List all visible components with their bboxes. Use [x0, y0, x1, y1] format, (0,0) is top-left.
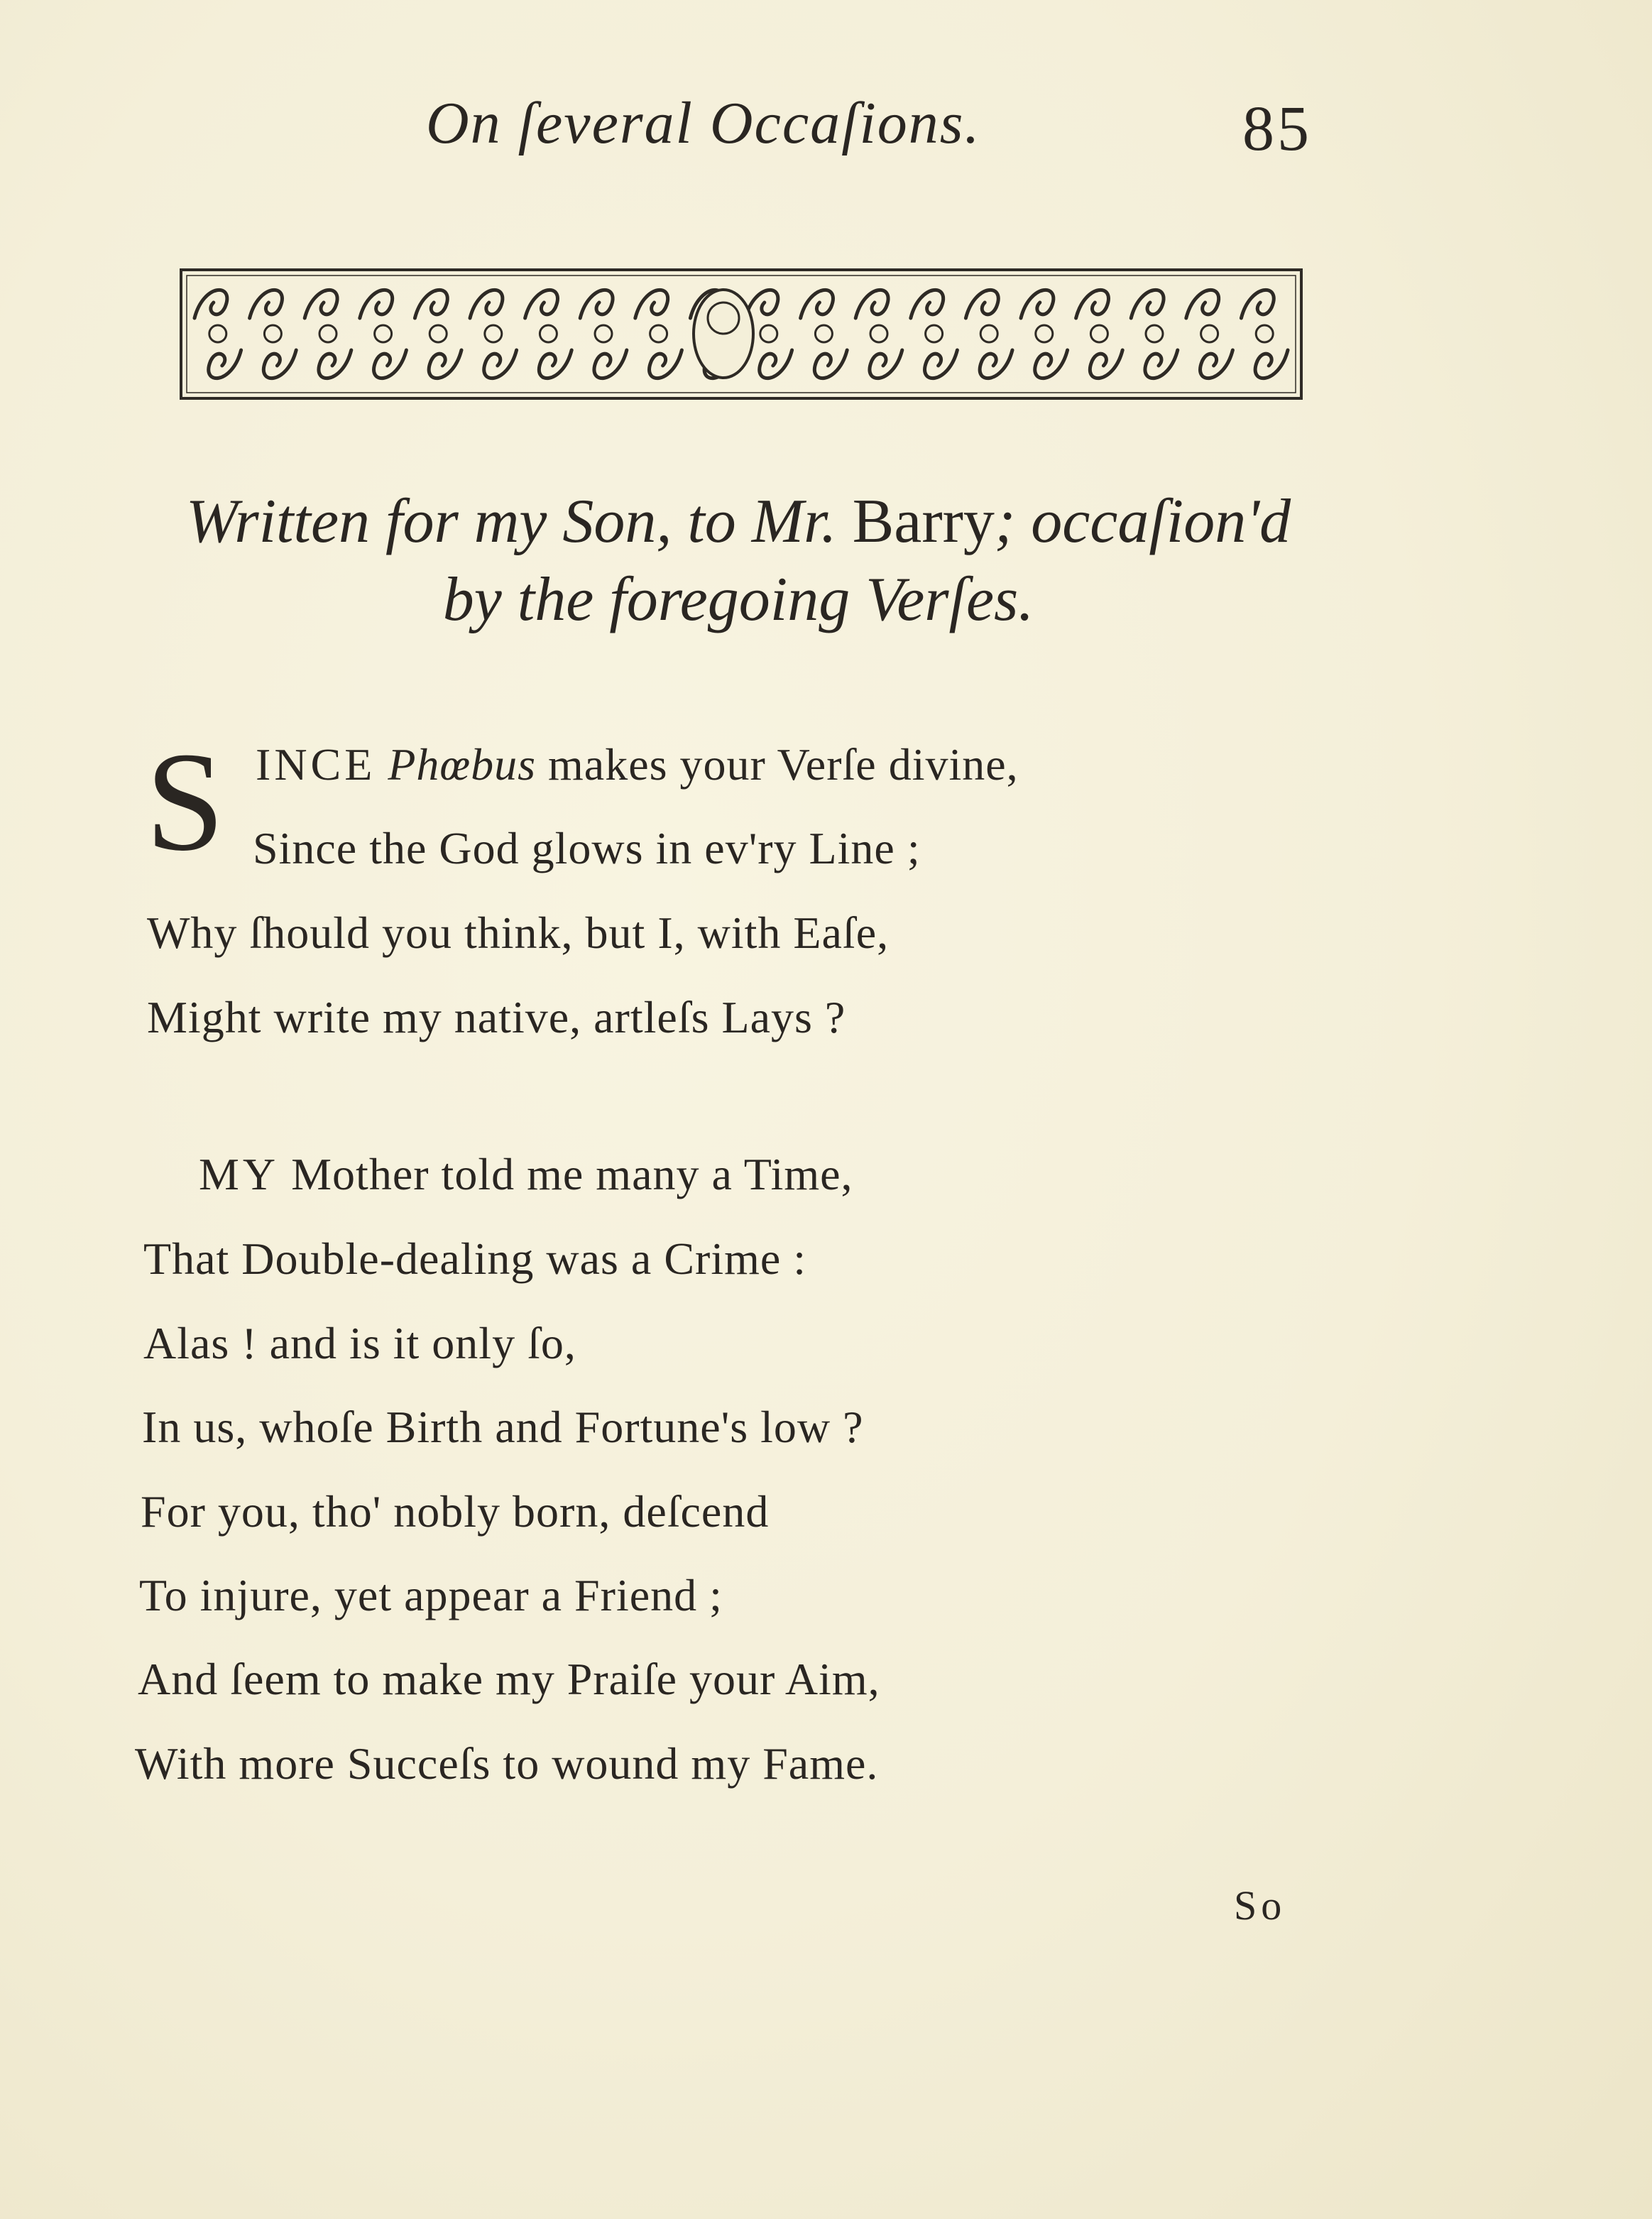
scroll-boss [319, 325, 337, 342]
scroll-curl [1021, 290, 1054, 318]
title-name: Barry [852, 487, 995, 556]
page-number: 85 [1242, 94, 1312, 164]
scroll-curl [911, 290, 943, 318]
title-line-2: by the foregoing Verſes. [442, 565, 1034, 634]
stanza2-line4: In us, whoſe Birth and Fortune's low ? [142, 1402, 864, 1452]
scroll-curl [195, 290, 227, 318]
scroll-boss [870, 325, 887, 342]
scroll-boss [650, 325, 667, 342]
scroll-boss [540, 325, 557, 342]
scroll-boss [1256, 325, 1273, 342]
scroll-boss [375, 325, 392, 342]
stanza2-line6: To injure, yet appear a Friend ; [139, 1570, 723, 1620]
scroll-curl [594, 350, 627, 378]
scroll-curl [1145, 350, 1178, 378]
stanza2-line3: Alas ! and is it only ſo, [143, 1318, 576, 1368]
scroll-curl [415, 290, 447, 318]
scroll-curl [360, 290, 393, 318]
catchword: So [1234, 1882, 1286, 1929]
stanza1-line2: Since the God glows in ev'ry Line ; [253, 823, 921, 873]
scroll-curl [760, 350, 792, 378]
scroll-curl [263, 350, 296, 378]
scroll-curl [580, 290, 613, 318]
scroll-curl [980, 350, 1012, 378]
scroll-curl [1076, 290, 1109, 318]
scroll-curl [855, 290, 888, 318]
stanza1-line3: Why ſhould you think, but I, with Eaſe, [147, 907, 890, 958]
stanza1-line1: INCE Phœbus makes your Verſe divine, [256, 739, 1019, 790]
scroll-boss [1036, 325, 1053, 342]
running-title: On ſeveral Occaſions. [426, 90, 981, 156]
stanza2-line2: That Double-dealing was a Crime : [143, 1233, 807, 1284]
ornamental-headpiece [180, 268, 1303, 400]
drop-cap: S [146, 724, 225, 880]
scroll-curl [1200, 350, 1233, 378]
scroll-curl [525, 290, 558, 318]
scroll-boss [760, 325, 777, 342]
scroll-curl [1255, 350, 1288, 378]
title-line-1: Written for my Son, to Mr. Barry; occaſion'd [185, 487, 1291, 556]
scroll-boss [430, 325, 447, 342]
scroll-curl [539, 350, 571, 378]
scroll-boss [980, 325, 997, 342]
stanza2-line5: For you, tho' nobly born, deſcend [141, 1486, 770, 1537]
scroll-curl [814, 350, 847, 378]
scroll-boss [209, 325, 226, 342]
scroll-boss [1201, 325, 1218, 342]
scroll-curl [305, 290, 337, 318]
scroll-curl [374, 350, 407, 378]
scroll-curl [1241, 290, 1274, 318]
scroll-boss [485, 325, 502, 342]
scroll-curl [470, 290, 503, 318]
poem-title [142, 483, 1335, 639]
scroll-curl [209, 350, 241, 378]
scroll-curl [925, 350, 958, 378]
scroll-curl [1035, 350, 1068, 378]
stanza2-line8: With more Succeſs to wound my Fame. [135, 1738, 879, 1789]
scroll-boss [1090, 325, 1107, 342]
scroll-curl [1131, 290, 1164, 318]
scroll-curl [870, 350, 902, 378]
scroll-boss [595, 325, 612, 342]
scroll-curl [966, 290, 998, 318]
scroll-curl [635, 290, 668, 318]
scroll-boss [264, 325, 281, 342]
scroll-curl [1090, 350, 1122, 378]
scroll-curl [250, 290, 283, 318]
scroll-curl [801, 290, 833, 318]
stanza2-line1: MY Mother told me many a Time, [199, 1149, 853, 1199]
stanza2-line7: And ſeem to make my Praiſe your Aim, [138, 1654, 880, 1704]
scroll-curl [429, 350, 461, 378]
scroll-curl [484, 350, 517, 378]
scroll-boss [1146, 325, 1163, 342]
scroll-boss [815, 325, 832, 342]
scroll-curl [650, 350, 682, 378]
scroll-boss [926, 325, 943, 342]
stanza1-line4: Might write my native, artleſs Lays ? [147, 992, 846, 1042]
scroll-curl [319, 350, 351, 378]
scroll-curl [1186, 290, 1219, 318]
